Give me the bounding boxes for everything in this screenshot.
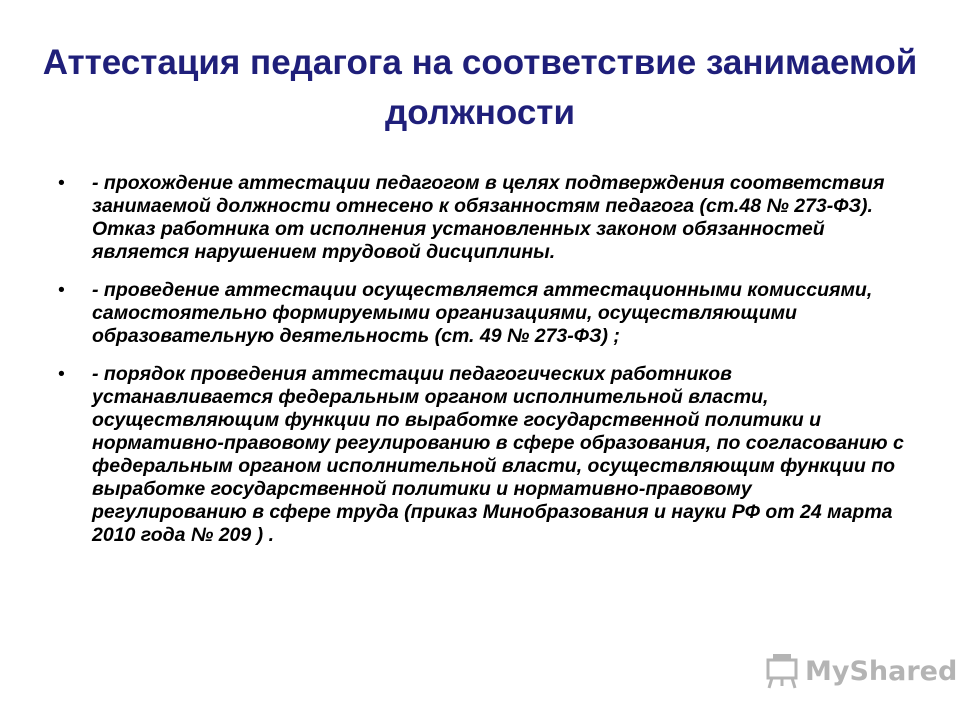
bullet-text: - прохождение аттестации педагогом в целях подтверждения соответствия занимаемой должности отнесено к обязанностям педагога (ст.48 № 273-ФЗ). Отказ работника от исполнения установленных законом обязанностей является нарушением трудовой дисциплины.	[92, 172, 885, 263]
bullet-marker: •	[58, 279, 65, 301]
bullet-marker: •	[58, 172, 65, 194]
watermark-text: MyShared	[805, 655, 958, 687]
bullet-text: - проведение аттестации осуществляется аттестационными комиссиями, самостоятельно формируемыми организациями, осуществляющими образовательную деятельность (ст. 49 № 273-ФЗ) ;	[92, 279, 873, 347]
bullet-text: - порядок проведения аттестации педагогических работников устанавливается федеральным органом исполнительной власти, осуществляющим функции по выработке государственной политики и нормативно-правовому регулированию в сфере образования, по согласованию с федеральным органом исполнительной власти, осуществляющим функции по выработке государственной политики и нормативно-правовому регулированию в сфере труда (приказ Минобразования и науки РФ от 24 марта 2010 года № 209 ) .	[92, 363, 904, 546]
bullet-marker: •	[58, 363, 65, 385]
bullet-item	[58, 172, 908, 264]
bullet-list	[58, 172, 908, 562]
chalkboard-icon	[765, 652, 799, 690]
watermark-logo	[765, 652, 957, 690]
bullet-item	[58, 363, 908, 547]
slide-title: Аттестация педагога на соответствие занимаемой должности	[42, 43, 918, 132]
bullet-item	[58, 279, 908, 348]
